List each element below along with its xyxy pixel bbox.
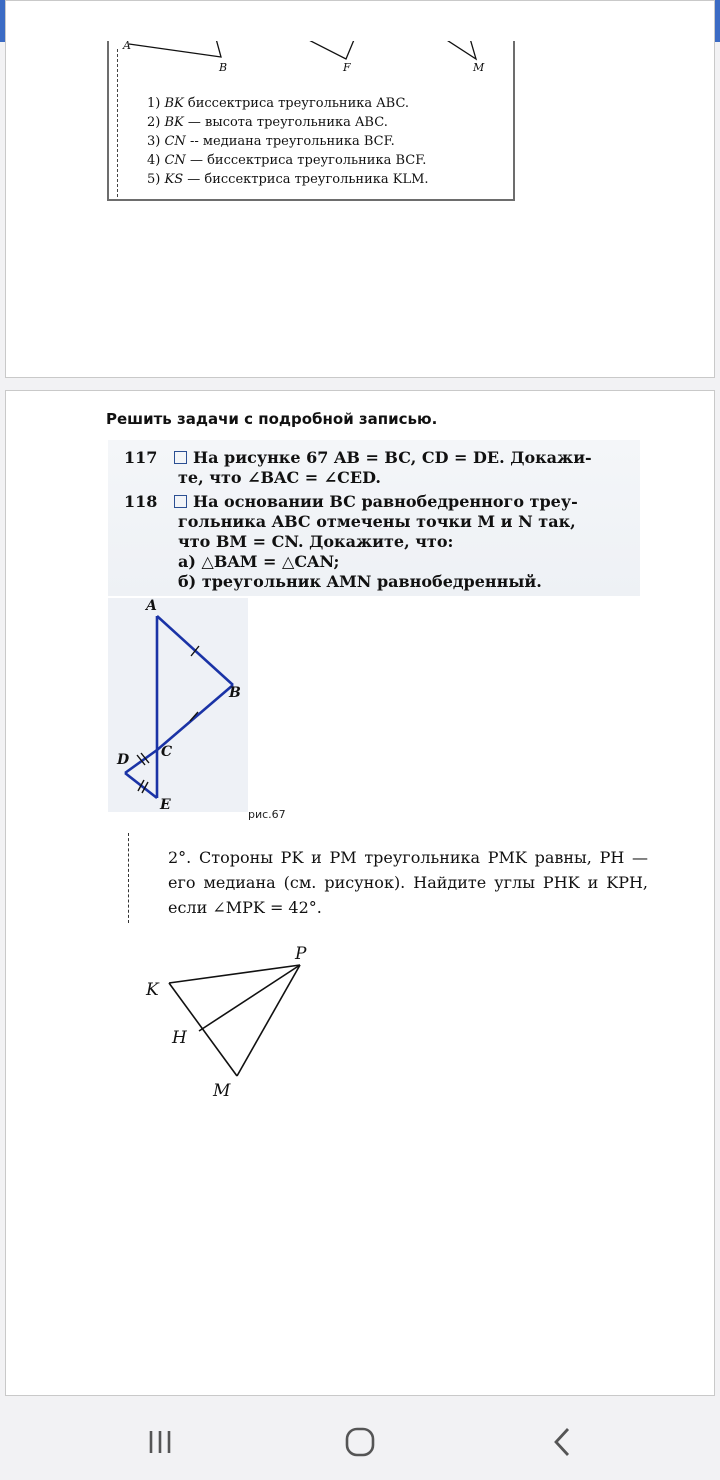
fig67-label-a: A [146, 598, 157, 614]
problem-117: 117 На рисунке 67 AB = BC, CD = DE. Докажи- те, что ∠BAC = ∠CED. [124, 448, 592, 487]
statement-item: 2) BK — высота треугольника ABC. [147, 115, 388, 130]
navigation-bar [0, 1402, 720, 1480]
task-2-text: 2°. Стороны PK и PM треугольника PMK равны, PH — его медиана (см. рисунок). Найдите углы PHK и KPH, если ∠MPK = 42°. [138, 845, 648, 920]
home-icon [344, 1426, 376, 1458]
bisector-statements-table [107, 41, 515, 201]
statement-item: 3) CN -- медиана треугольника BCF. [147, 134, 395, 149]
problem-118: 118 На основании BC равнобедренного треу- гольника ABC отмечены точки M и N так, что BM = CN. Докажите, что: а) △BAM = △CAN; б) треугольник AMN равнобедренный. [124, 492, 578, 591]
recents-icon [145, 1428, 175, 1456]
figure-label-m: M [213, 1081, 231, 1101]
problem-number: 118 [124, 492, 158, 511]
back-button[interactable] [532, 1420, 592, 1464]
fig67-label-c: C [161, 744, 173, 760]
problem-number: 117 [124, 448, 158, 467]
recents-button[interactable] [130, 1420, 190, 1464]
figure-label-f: F [343, 61, 351, 74]
figure-label-m: M [473, 61, 485, 74]
figure-label-b: B [219, 61, 228, 74]
statement-item: 4) CN — биссектриса треугольника BCF. [147, 153, 427, 168]
figure-label-h: H [172, 1028, 187, 1048]
figure-67 [100, 598, 280, 818]
fig67-label-d: D [117, 752, 130, 768]
checkbox-icon [174, 451, 187, 464]
figure-label-p: P [295, 944, 307, 964]
statement-item: 1) BK биссектриса треугольника ABC. [147, 96, 410, 111]
figure-67-caption: рис.67 [248, 808, 286, 821]
figure-label-k: K [146, 980, 159, 1000]
top-figures [109, 41, 509, 81]
statement-list [147, 94, 429, 189]
task-heading: Решить задачи с подробной записью. [106, 410, 438, 428]
fig67-label-e: E [160, 797, 171, 813]
home-button[interactable] [330, 1420, 390, 1464]
checkbox-icon [174, 495, 187, 508]
triangle-pkm-figure [140, 945, 340, 1105]
statement-item: 5) KS — биссектриса треугольника KLM. [147, 172, 429, 187]
fig67-label-b: B [229, 685, 241, 701]
image-card-1[interactable] [5, 0, 715, 378]
dashed-margin [128, 833, 129, 923]
back-icon [550, 1426, 574, 1458]
figure-label-a: A [123, 39, 131, 52]
